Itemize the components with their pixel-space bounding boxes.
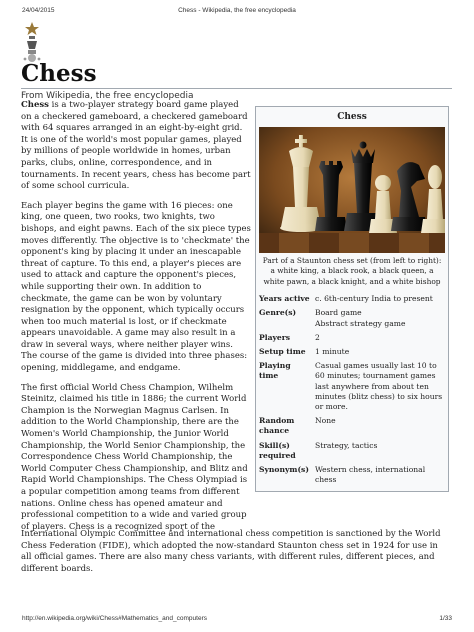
infobox-title: Chess xyxy=(337,112,367,122)
print-header xyxy=(22,7,452,17)
infobox-row-value xyxy=(313,331,445,345)
infobox-row xyxy=(259,345,445,359)
infobox-value-line: Casual games usually last 10 to 60 minutes; tournament games last anywhere from about ten minutes (blitz chess) to six hours or more. xyxy=(315,361,443,412)
infobox-row xyxy=(259,439,445,463)
infobox-row-label: Setup time xyxy=(259,347,306,357)
print-url: http://en.wikipedia.org/wiki/Chess#Mathematics_and_computers xyxy=(22,615,207,622)
title-divider xyxy=(21,88,452,89)
print-page-number: 1/33 xyxy=(439,615,452,622)
history-paragraph-continued: International Olympic Committee and international chess competition is sanctioned by the World Chess Federation (FIDE), which adopted the now-standard Staunton chess set in 1924 for use in all official games. There are also many chess variants, with different rules, different pieces, and different boards. xyxy=(21,529,441,574)
infobox-row xyxy=(259,463,445,487)
infobox-row xyxy=(259,414,445,438)
infobox-row-label: Years active xyxy=(259,294,310,304)
infobox xyxy=(255,106,449,492)
infobox-row-label: Genre(s) xyxy=(259,308,297,318)
infobox-row-value xyxy=(313,306,445,330)
infobox-row xyxy=(259,331,445,345)
infobox-row-value xyxy=(313,463,445,487)
intro-bold-term: Chess xyxy=(21,100,49,110)
infobox-value-line: None xyxy=(315,416,336,426)
article-body xyxy=(21,100,251,541)
infobox-row-value xyxy=(313,345,445,359)
chess-pieces-image xyxy=(259,127,445,253)
infobox-row-value xyxy=(313,359,445,414)
infobox-row-label: Synonym(s) xyxy=(259,465,309,475)
intro-text: is a two-player strategy board game played on a checkered gameboard, a checkered gameboard with 64 squares arranged in an eight-by-eight grid. It is one of the world's most popular games, played by millions of people worldwide in homes, urban parks, clubs, online, correspondence, and in tournaments. In recent years, chess has become part of some school curricula. xyxy=(21,100,251,192)
infobox-row xyxy=(259,306,445,330)
infobox-value-line: Western chess, international chess xyxy=(315,465,426,485)
history-paragraph: The first official World Chess Champion, Wilhelm Steinitz, claimed his title in 1886; the current World Champion is the Norwegian Magnus Carlsen. In addition to the World Championship, there are the Women's World Championship, the Junior World Championship, the World Senior Championship, the Correspondence Chess World Championship, the World Computer Chess Championship, and Blitz and Rapid World Championships. The Chess Olympiad is a popular competition among teams from different nations. Online chess has opened amateur and professional competition to a wide and varied group of players. Chess is a recognized sport of the xyxy=(21,382,248,532)
page-title: Chess xyxy=(21,60,97,87)
infobox-value-line: 1 minute xyxy=(315,347,350,357)
infobox-value-line: 2 xyxy=(315,332,320,342)
infobox-value-line: c. 6th-century India to present xyxy=(315,294,433,304)
print-page-title: Chess - Wikipedia, the free encyclopedia xyxy=(178,7,296,14)
infobox-row-label: Players xyxy=(259,332,291,342)
print-date: 24/04/2015 xyxy=(22,7,55,14)
infobox-row xyxy=(259,292,445,306)
from-wikipedia-tagline: From Wikipedia, the free encyclopedia xyxy=(21,91,194,101)
infobox-row-value xyxy=(313,292,445,306)
print-footer xyxy=(22,615,452,625)
wikipedia-logo-icon xyxy=(20,22,44,64)
infobox-value-line: Strategy, tactics xyxy=(315,440,378,450)
infobox-row-value xyxy=(313,439,445,463)
infobox-value-line: Abstract strategy game xyxy=(315,318,406,328)
pieces-paragraph: Each player begins the game with 16 pieces: one king, one queen, two rooks, two knights, two bishops, and eight pawns. Each of the six piece types moves differently. The objective is to 'checkmate' the opponent's king by placing it under an inescapable threat of capture. To this end, a player's pieces are used to attack and capture the opponent's pieces, while supporting their own. In addition to checkmate, the game can be won by voluntary resignation by the opponent, which typically occurs when too much material is lost, or if checkmate appears unavoidable. A game may also result in a draw in several ways, where neither player wins. The course of the game is divided into three phases: opening, middlegame, and endgame. xyxy=(21,200,251,374)
infobox-value-line: Board game xyxy=(315,308,362,318)
infobox-row-value xyxy=(313,414,445,438)
infobox-row-label: Skill(s) required xyxy=(259,440,296,460)
intro-paragraph xyxy=(21,100,251,193)
infobox-row-label: Random chance xyxy=(259,416,295,436)
infobox-table xyxy=(259,292,445,487)
infobox-row-label: Playing time xyxy=(259,361,291,381)
image-caption: Part of a Staunton chess set (from left to right): a white king, a black rook, a black queen, a white pawn, a black knight, and a white bishop xyxy=(262,256,442,286)
infobox-row xyxy=(259,359,445,414)
